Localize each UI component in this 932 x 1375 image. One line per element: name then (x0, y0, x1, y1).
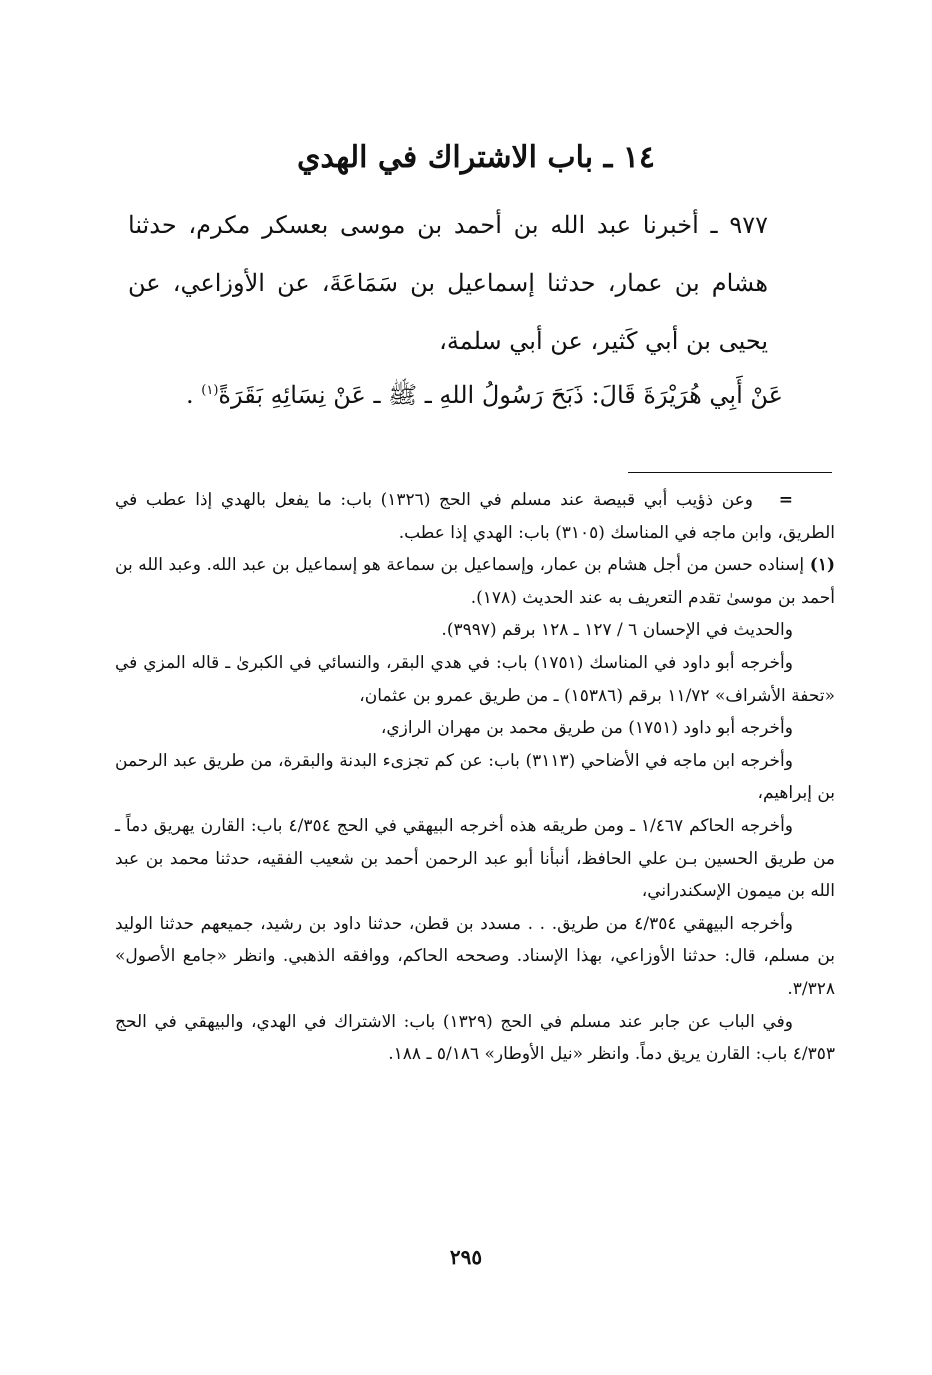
footnotes-section (115, 484, 835, 1071)
footnote-paragraph: والحديث في الإحسان ٦ / ١٢٧ ـ ١٢٨ برقم (٣٩٩٧). (441, 620, 793, 641)
hadith-matn-text: عَنْ أَبِي هُرَيْرَةَ قَالَ: ذَبَحَ رَسُولُ اللهِ ـ ﷺ ـ عَنْ نِسَائِهِ بَقَرَةً (218, 381, 783, 409)
footnote-paragraph: وفي الباب عن جابر عند مسلم في الحج (١٣٢٩) باب: الاشتراك في الهدي، والبيهقي في الحج ٤/٣٥٣ باب: القارن يريق دماً. وانظر «نيل الأوطار» ٥/١٨٦ ـ ١٨٨. (115, 1011, 835, 1065)
footnote-paragraph: وأخرجه ابن ماجه في الأضاحي (٣١١٣) باب: عن كم تجزىء البدنة والبقرة، من طريق عبد الرحمن بن إبراهيم، (115, 750, 835, 804)
hadith-isnad: ٩٧٧ ـ أخبرنا عبد الله بن أحمد بن موسى بعسكر مكرم، حدثنا هشام بن عمار، حدثنا إسماعيل بن سَمَاعَةَ، عن الأوزاعي، عن يحيى بن أبي كَثير، عن أبي سلمة، (128, 211, 768, 355)
footnote-paragraph: وأخرجه الحاكم ١/٤٦٧ ـ ومن طريقه هذه أخرجه البيهقي في الحج ٤/٣٥٤ باب: القارن يهريق دماً ـ من طريق الحسين بـن علي الحافظ، أنبأنا أبو عبد الرحمن أحمد بن شعيب الفقيه، حدثنا محمد بن عبد الله بن ميمون الإسكندراني، (115, 815, 835, 902)
page-number: ٢٩٥ (449, 1245, 483, 1269)
hadith-matn (128, 370, 783, 420)
hadith-end-mark: . (185, 381, 194, 409)
chapter-title: ١٤ ـ باب الاشتراك في الهدي (296, 140, 656, 175)
footnote-1-marker: (١) (809, 555, 835, 576)
footnote-paragraph: وأخرجه أبو داود في المناسك (١٧٥١) باب: في هدي البقر، والنسائي في الكبرىٰ ـ قاله المزي في «تحفة الأشراف» ١١/٧٢ برقم (١٥٣٨٦) ـ من طريق عمرو بن عثمان، (115, 652, 835, 706)
footnote-reference[interactable]: (١) (201, 383, 219, 398)
footnote-paragraph: وأخرجه البيهقي ٤/٣٥٤ من طريق. . . مسدد بن قطن، حدثنا داود بن رشيد، جميعهم حدثنا الوليد بن مسلم، قال: حدثنا الأوزاعي، بهذا الإسناد. وصححه الحاكم، ووافقه الذهبي. وانظر «جامع الأصول» ٣/٣٢٨. (115, 913, 835, 999)
footnote-paragraph: وأخرجه أبو داود (١٧٥١) من طريق محمد بن مهران الرازي، (380, 718, 793, 739)
footnote-1 (115, 549, 835, 614)
footnote-1-text: إسناده حسن من أجل هشام بن عمار، وإسماعيل بن سماعة هو إسماعيل بن عبد الله. وعبد الله بن أحمد بن موسىٰ تقدم التعريف به عند الحديث (١٧٨). (115, 555, 835, 608)
footnote-separator (628, 472, 832, 473)
continuation-text: وعن ذؤيب أبي قبيصة عند مسلم في الحج (١٣٢٦) باب: ما يفعل بالهدي إذا عطب في الطريق، وابن ماجه في المناسك (٣١٠٥) باب: الهدي إذا عطب. (115, 490, 835, 543)
footnote-continuation (115, 484, 835, 549)
continuation-marker: = (778, 490, 793, 510)
